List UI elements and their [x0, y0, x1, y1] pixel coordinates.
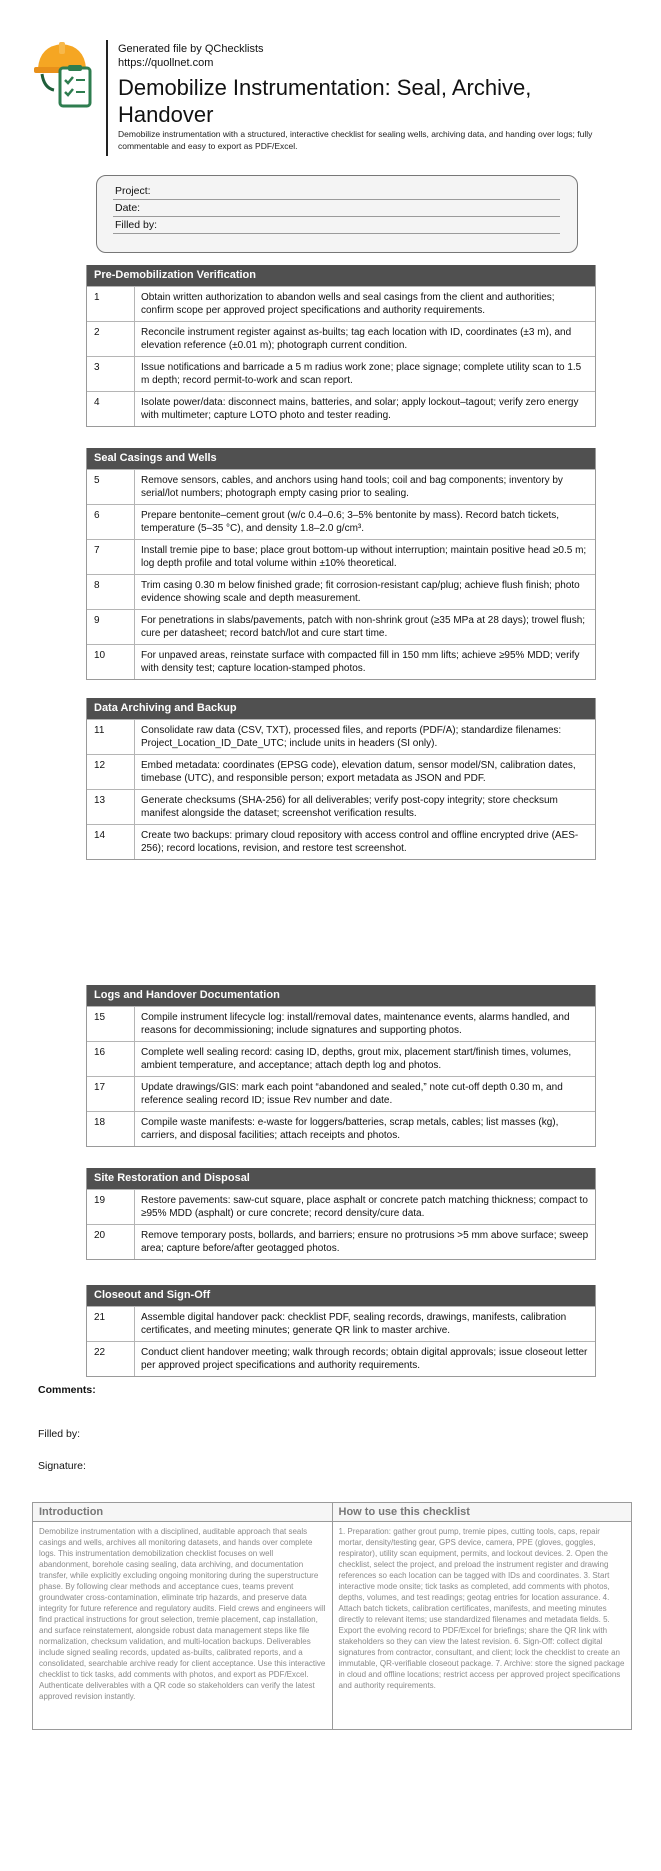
- checklist-item[interactable]: [87, 1306, 595, 1341]
- section-title: Closeout and Sign-Off: [87, 1285, 595, 1306]
- checklist-item[interactable]: [87, 1341, 595, 1376]
- item-text: Remove temporary posts, bollards, and barriers; ensure no protrusions >5 mm above surface; sweep area; capture before/after geotagged photos.: [141, 1230, 589, 1254]
- item-number: 19: [87, 1190, 135, 1224]
- checklist-item[interactable]: [87, 1041, 595, 1076]
- howto-column: [332, 1503, 632, 1729]
- section-title: Seal Casings and Wells: [87, 448, 595, 469]
- filled-by-field[interactable]: Filled by:: [113, 217, 560, 234]
- section-title: Data Archiving and Backup: [87, 698, 595, 719]
- hardhat-checklist-icon: [32, 38, 104, 110]
- header-divider: [106, 40, 108, 156]
- item-number: 3: [87, 357, 135, 391]
- howto-title: How to use this checklist: [333, 1503, 632, 1522]
- introduction-column: [33, 1503, 332, 1729]
- checklist-item[interactable]: [87, 719, 595, 754]
- project-field[interactable]: Project:: [113, 183, 560, 200]
- checklist-item[interactable]: [87, 1111, 595, 1146]
- section-title: Pre-Demobilization Verification: [87, 265, 595, 286]
- item-text: Remove sensors, cables, and anchors using hand tools; coil and bag components; inventory by serial/lot numbers; photograph empty casing prior to sealing.: [141, 475, 563, 499]
- item-number: 12: [87, 755, 135, 789]
- checklist-item[interactable]: [87, 469, 595, 504]
- item-number: 14: [87, 825, 135, 859]
- section-site-restoration: [86, 1168, 596, 1260]
- item-text: Isolate power/data: disconnect mains, batteries, and solar; apply lockout–tagout; verify zero energy with multimeter; capture LOTO photo and tester reading.: [141, 397, 579, 421]
- info-table: [32, 1502, 632, 1730]
- page-title: Demobilize Instrumentation: Seal, Archive, Handover: [118, 75, 532, 127]
- signature-label[interactable]: Signature:: [38, 1460, 86, 1472]
- section-data-archiving: [86, 698, 596, 860]
- checklist-item[interactable]: [87, 1189, 595, 1224]
- item-number: 9: [87, 610, 135, 644]
- item-text: Obtain written authorization to abandon wells and seal casings from the client and authorities; confirm scope per approved project specifications and authority requirements.: [141, 292, 555, 316]
- introduction-text: Demobilize instrumentation with a disciplined, auditable approach that seals casings and wells, archives all monitoring datasets, and hands over complete logs. This instrumentation demobilization checklist focuses on well abandonment, borehole casing sealing, data archiving, and documentation transfer, while explicitly excluding ongoing monitoring during the superstructure phase. By following clear methods and acceptance cues, teams prevent groundwater cross-contamination, eliminate trip hazards, and preserve data integrity for future reference and regulatory audits. Field crews and engineers will find practical instructions for grout selection, tremie placement, cap installation, and surface reinstatement, alongside robust data management steps like file normalization, checksum validation, and multi-location backups. Deliverables include signed sealing records, updated as-builts, calibrated reports, and a consolidated, searchable archive ready for client acceptance. Use this interactive checklist to tick tasks, add comments with photos, and export as PDF/Excel. Authenticate deliverables with a QR code so stakeholders can verify the latest approved revision instantly.: [39, 1527, 326, 1701]
- item-text: Install tremie pipe to base; place grout bottom-up without interruption; maintain positive head ≥0.5 m; log depth profile and total volume within ±10% theoretical.: [141, 545, 587, 569]
- item-number: 7: [87, 540, 135, 574]
- item-text: Prepare bentonite–cement grout (w/c 0.4–0.6; 3–5% bentonite by mass). Record batch tickets, temperature (5–35 °C), and density 1.8–2.0 g/cm³.: [141, 510, 560, 534]
- item-text: Conduct client handover meeting; walk through records; obtain digital approvals; issue closeout letter per approved project specifications and authority requirements.: [141, 1347, 588, 1371]
- item-text: Consolidate raw data (CSV, TXT), processed files, and reports (PDF/A); standardize filenames: Project_Location_ID_Date_UTC; include units in headers (SI only).: [141, 725, 562, 749]
- item-number: 1: [87, 287, 135, 321]
- checklist-item[interactable]: [87, 644, 595, 679]
- item-text: Reconcile instrument register against as-builts; tag each location with ID, coordinates (±3 m), and elevation reference (±0.01 m); photograph current condition.: [141, 327, 572, 351]
- filled-by-label[interactable]: Filled by:: [38, 1428, 81, 1440]
- generated-by: [118, 42, 264, 70]
- date-field[interactable]: Date:: [113, 200, 560, 217]
- checklist-item[interactable]: [87, 1006, 595, 1041]
- item-number: 6: [87, 505, 135, 539]
- generated-text: Generated file by QChecklists: [118, 43, 264, 55]
- item-text: Generate checksums (SHA-256) for all deliverables; verify post-copy integrity; store checksum manifest alongside the dataset; screenshot verification results.: [141, 795, 558, 819]
- item-number: 18: [87, 1112, 135, 1146]
- item-number: 4: [87, 392, 135, 426]
- checklist-item[interactable]: [87, 824, 595, 859]
- item-text: Complete well sealing record: casing ID, depths, grout mix, placement start/finish times, volumes, ambient temperature, and acceptance; attach depth log and photos.: [141, 1047, 572, 1071]
- item-number: 20: [87, 1225, 135, 1259]
- item-text: For penetrations in slabs/pavements, patch with non-shrink grout (≥35 MPa at 28 days); trowel flush; cure per datasheet; record batch/lot and cure start time.: [141, 615, 586, 639]
- item-text: Issue notifications and barricade a 5 m radius work zone; place signage; complete utility scan to 1.5 m depth; record permit-to-work and scan report.: [141, 362, 582, 386]
- section-logs-handover: [86, 985, 596, 1147]
- item-text: Embed metadata: coordinates (EPSG code), elevation datum, sensor model/SN, calibration dates, timebase (UTC), and responsible person; export metadata as JSON and PDF.: [141, 760, 576, 784]
- checklist-item[interactable]: [87, 789, 595, 824]
- checklist-item[interactable]: [87, 539, 595, 574]
- checklist-item[interactable]: [87, 286, 595, 321]
- section-pre-demobilization: [86, 265, 596, 427]
- item-text: Compile waste manifests: e-waste for loggers/batteries, scrap metals, cables; list masses (kg), carriers, and disposal facilities; attach receipts and photos.: [141, 1117, 559, 1141]
- item-text: Trim casing 0.30 m below finished grade; fit corrosion-resistant cap/plug; achieve flush finish; photo evidence showing scale and depth measurement.: [141, 580, 580, 604]
- source-url[interactable]: https://quollnet.com: [118, 57, 214, 69]
- introduction-title: Introduction: [33, 1503, 332, 1522]
- item-number: 15: [87, 1007, 135, 1041]
- checklist-item[interactable]: [87, 1224, 595, 1259]
- section-closeout: [86, 1285, 596, 1377]
- checklist-item[interactable]: [87, 609, 595, 644]
- checklist-item[interactable]: [87, 504, 595, 539]
- comments-label[interactable]: Comments:: [38, 1384, 96, 1396]
- item-number: 10: [87, 645, 135, 679]
- item-text: For unpaved areas, reinstate surface with compacted fill in 150 mm lifts; achieve ≥95% MDD; verify with density test; capture location-stamped photos.: [141, 650, 580, 674]
- page-subtitle: Demobilize instrumentation with a structured, interactive checklist for sealing wells, archiving data, and handing over logs; fully commentable and easy to export as PDF/Excel.: [118, 129, 593, 151]
- project-info-box: [96, 175, 578, 253]
- checklist-item[interactable]: [87, 391, 595, 426]
- section-title: Site Restoration and Disposal: [87, 1168, 595, 1189]
- item-number: 8: [87, 575, 135, 609]
- item-number: 21: [87, 1307, 135, 1341]
- item-text: Restore pavements: saw-cut square, place asphalt or concrete patch matching thickness; compact to ≥95% MDD (asphalt) or cure concrete; record density/cure data.: [141, 1195, 588, 1219]
- section-seal-casings: [86, 448, 596, 680]
- checklist-item[interactable]: [87, 574, 595, 609]
- item-number: 22: [87, 1342, 135, 1376]
- checklist-item[interactable]: [87, 356, 595, 391]
- item-text: Create two backups: primary cloud repository with access control and offline encrypted drive (AES-256); record locations, revision, and restore test screenshot.: [141, 830, 579, 854]
- item-number: 16: [87, 1042, 135, 1076]
- section-title: Logs and Handover Documentation: [87, 985, 595, 1006]
- item-number: 2: [87, 322, 135, 356]
- checklist-item[interactable]: [87, 754, 595, 789]
- item-number: 17: [87, 1077, 135, 1111]
- howto-text: 1. Preparation: gather grout pump, tremie pipes, cutting tools, caps, repair mortar, density/testing gear, GPS device, camera, PPE (gloves, goggles, respirator), utility scan equipment, permits, and lockout devices. 2. Open the checklist, select the project, and preload the instrument register and drawing references so each location can be tagged with IDs and coordinates. 3. Start interactive mode onsite; tick tasks as completed, add comments with photos, depths, volumes, and test readings; geotag entries for location assurance. 4. Attach batch tickets, calibration certificates, manifests, and meeting minutes directly to relevant items; use standardized filenames and metadata fields. 5. Export the evolving record to PDF/Excel for briefings; share the QR link with stakeholders so they can view the latest revision. 6. Sign-Off: collect digital signatures from contractor, consultant, and client; lock the checklist to create an immutable, QR-verifiable closeout package. 7. Archive: store the signed package in cloud and offline locations; restrict access per approved project specifications and authority requirements.: [338, 1527, 625, 1690]
- item-text: Update drawings/GIS: mark each point “abandoned and sealed,” note cut-off depth 0.30 m, and reference sealing record ID; issue Rev number and date.: [141, 1082, 563, 1106]
- checklist-item[interactable]: [87, 1076, 595, 1111]
- item-text: Compile instrument lifecycle log: install/removal dates, maintenance events, alarms handled, and reasons for decommissioning; include signatures and supporting photos.: [141, 1012, 570, 1036]
- item-number: 11: [87, 720, 135, 754]
- item-number: 13: [87, 790, 135, 824]
- checklist-item[interactable]: [87, 321, 595, 356]
- item-number: 5: [87, 470, 135, 504]
- item-text: Assemble digital handover pack: checklist PDF, sealing records, drawings, manifests, calibration certificates, and meeting minutes; generate QR link to master archive.: [141, 1312, 567, 1336]
